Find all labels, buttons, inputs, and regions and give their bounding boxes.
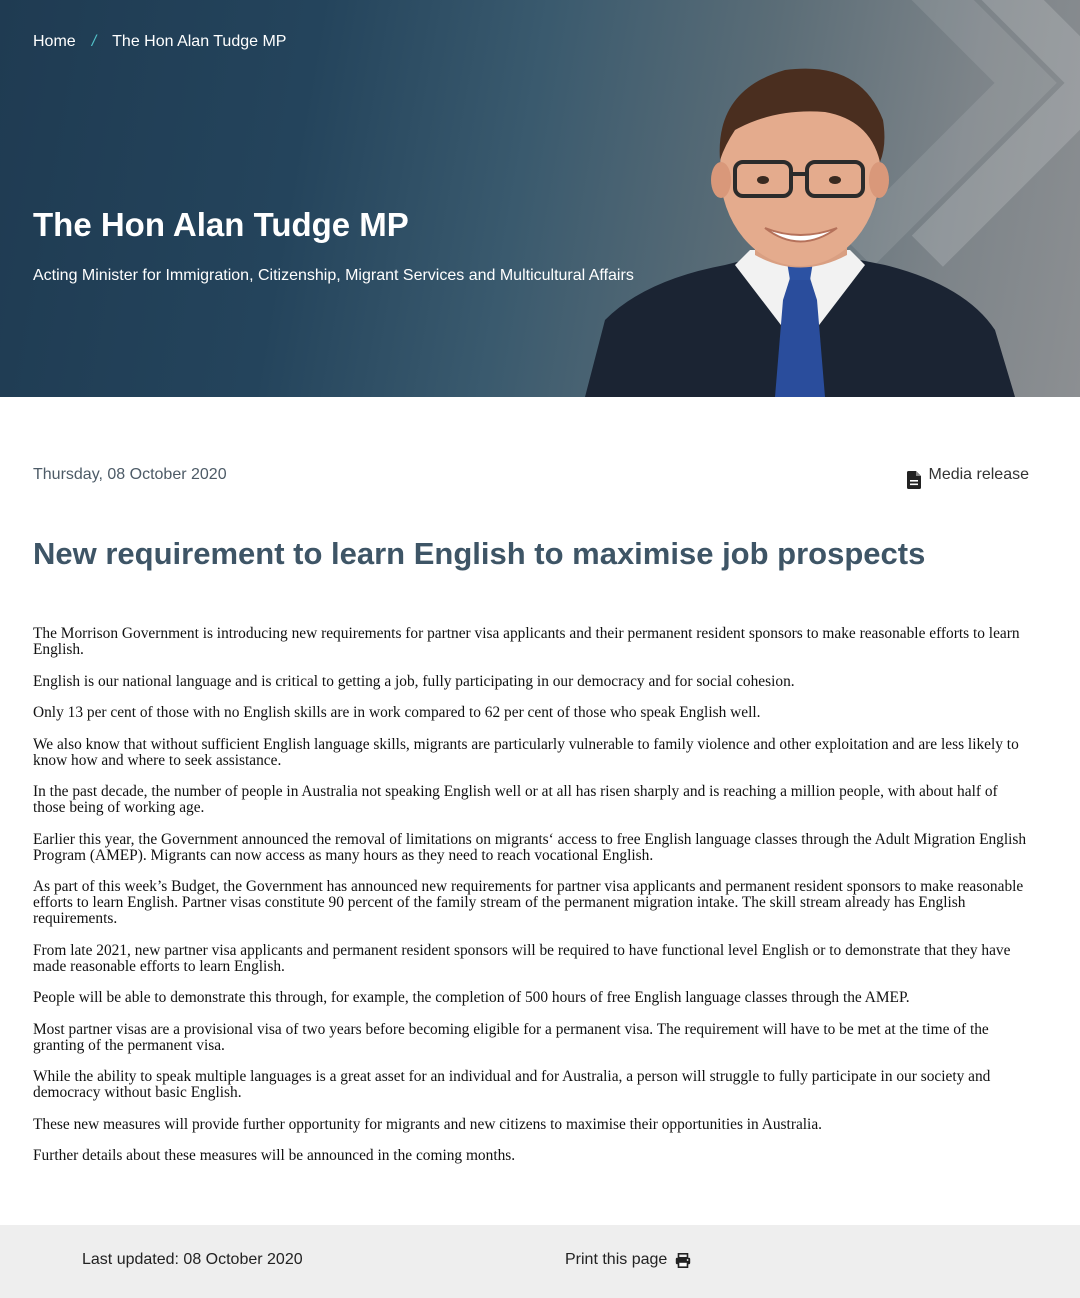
article-paragraph: People will be able to demonstrate this through, for example, the completion of 500 hours of free English language classes through the AMEP. [33, 989, 910, 1006]
page-footer [0, 1225, 1080, 1298]
article-paragraph: In the past decade, the number of people in Australia not speaking English well or at all has risen sharply and is reaching a million people, with about half of those being of working age. [33, 783, 998, 816]
breadcrumb-current: The Hon Alan Tudge MP [112, 33, 287, 50]
media-release-tag [907, 466, 1030, 489]
article-paragraph: English is our national language and is critical to getting a job, fully participating in our democracy and for social cohesion. [33, 672, 795, 690]
breadcrumb-home-link[interactable]: Home [33, 33, 76, 50]
article-paragraph: These new measures will provide further opportunity for migrants and new citizens to maximise their opportunities in Australia. [33, 1115, 823, 1133]
article-paragraph: Only 13 per cent of those with no English skills are in work compared to 62 per cent of those who speak English well. [33, 704, 761, 721]
article-paragraph: While the ability to speak multiple languages is a great asset for an individual and for Australia, a person will struggle to fully participate in our society and democracy without basic English. [33, 1068, 991, 1101]
article-title: New requirement to learn English to maximise job prospects [33, 536, 926, 571]
hero-subtitle: Acting Minister for Immigration, Citizenship, Migrant Services and Multicultural Affairs [33, 267, 634, 284]
hero-banner [0, 0, 1080, 397]
printer-icon [675, 1253, 691, 1268]
breadcrumb-separator: / [91, 33, 97, 50]
hero-title: The Hon Alan Tudge MP [33, 206, 409, 243]
article-paragraph: Most partner visas are a provisional visa of two years before becoming eligible for a permanent visa. The requirement will have to be met at the time of the granting of the permanent visa. [33, 1020, 989, 1054]
article-paragraph: Further details about these measures will be announced in the coming months. [33, 1147, 516, 1164]
print-page-button[interactable] [565, 1251, 691, 1269]
print-page-label: Print this page [565, 1251, 668, 1268]
article-paragraph: The Morrison Government is introducing new requirements for partner visa applicants and their permanent resident sponsors to make reasonable efforts to learn English. [33, 625, 1020, 658]
article-paragraph: From late 2021, new partner visa applicants and permanent resident sponsors will be required to have functional level English or to demonstrate that they have made reasonable efforts to learn English. [33, 941, 1011, 975]
last-updated: Last updated: 08 October 2020 [82, 1251, 303, 1268]
publish-date: Thursday, 08 October 2020 [33, 466, 227, 483]
breadcrumb [33, 33, 286, 51]
media-release-label: Media release [928, 466, 1029, 483]
article-paragraph: We also know that without sufficient English language skills, migrants are particularly vulnerable to family violence and other exploitation and are less likely to know how and where to seek assistance. [33, 735, 1019, 769]
article-paragraph: Earlier this year, the Government announced the removal of limitations on migrants‘ access to free English language classes through the Adult Migration English Program (AMEP). Migrants can now access as many hours as they need to reach vocational English. [33, 830, 1027, 864]
minister-portrait [585, 50, 1015, 397]
article-body [33, 626, 1033, 1180]
document-icon [907, 471, 921, 489]
article-meta [33, 466, 1029, 489]
article-paragraph: As part of this week’s Budget, the Government has announced new requirements for partner visa applicants and permanent resident sponsors to make reasonable efforts to learn English. Partner visas constitute 90 percent of the family stream of the permanent migration intake. The skill stream already has English requirements. [33, 878, 1024, 927]
